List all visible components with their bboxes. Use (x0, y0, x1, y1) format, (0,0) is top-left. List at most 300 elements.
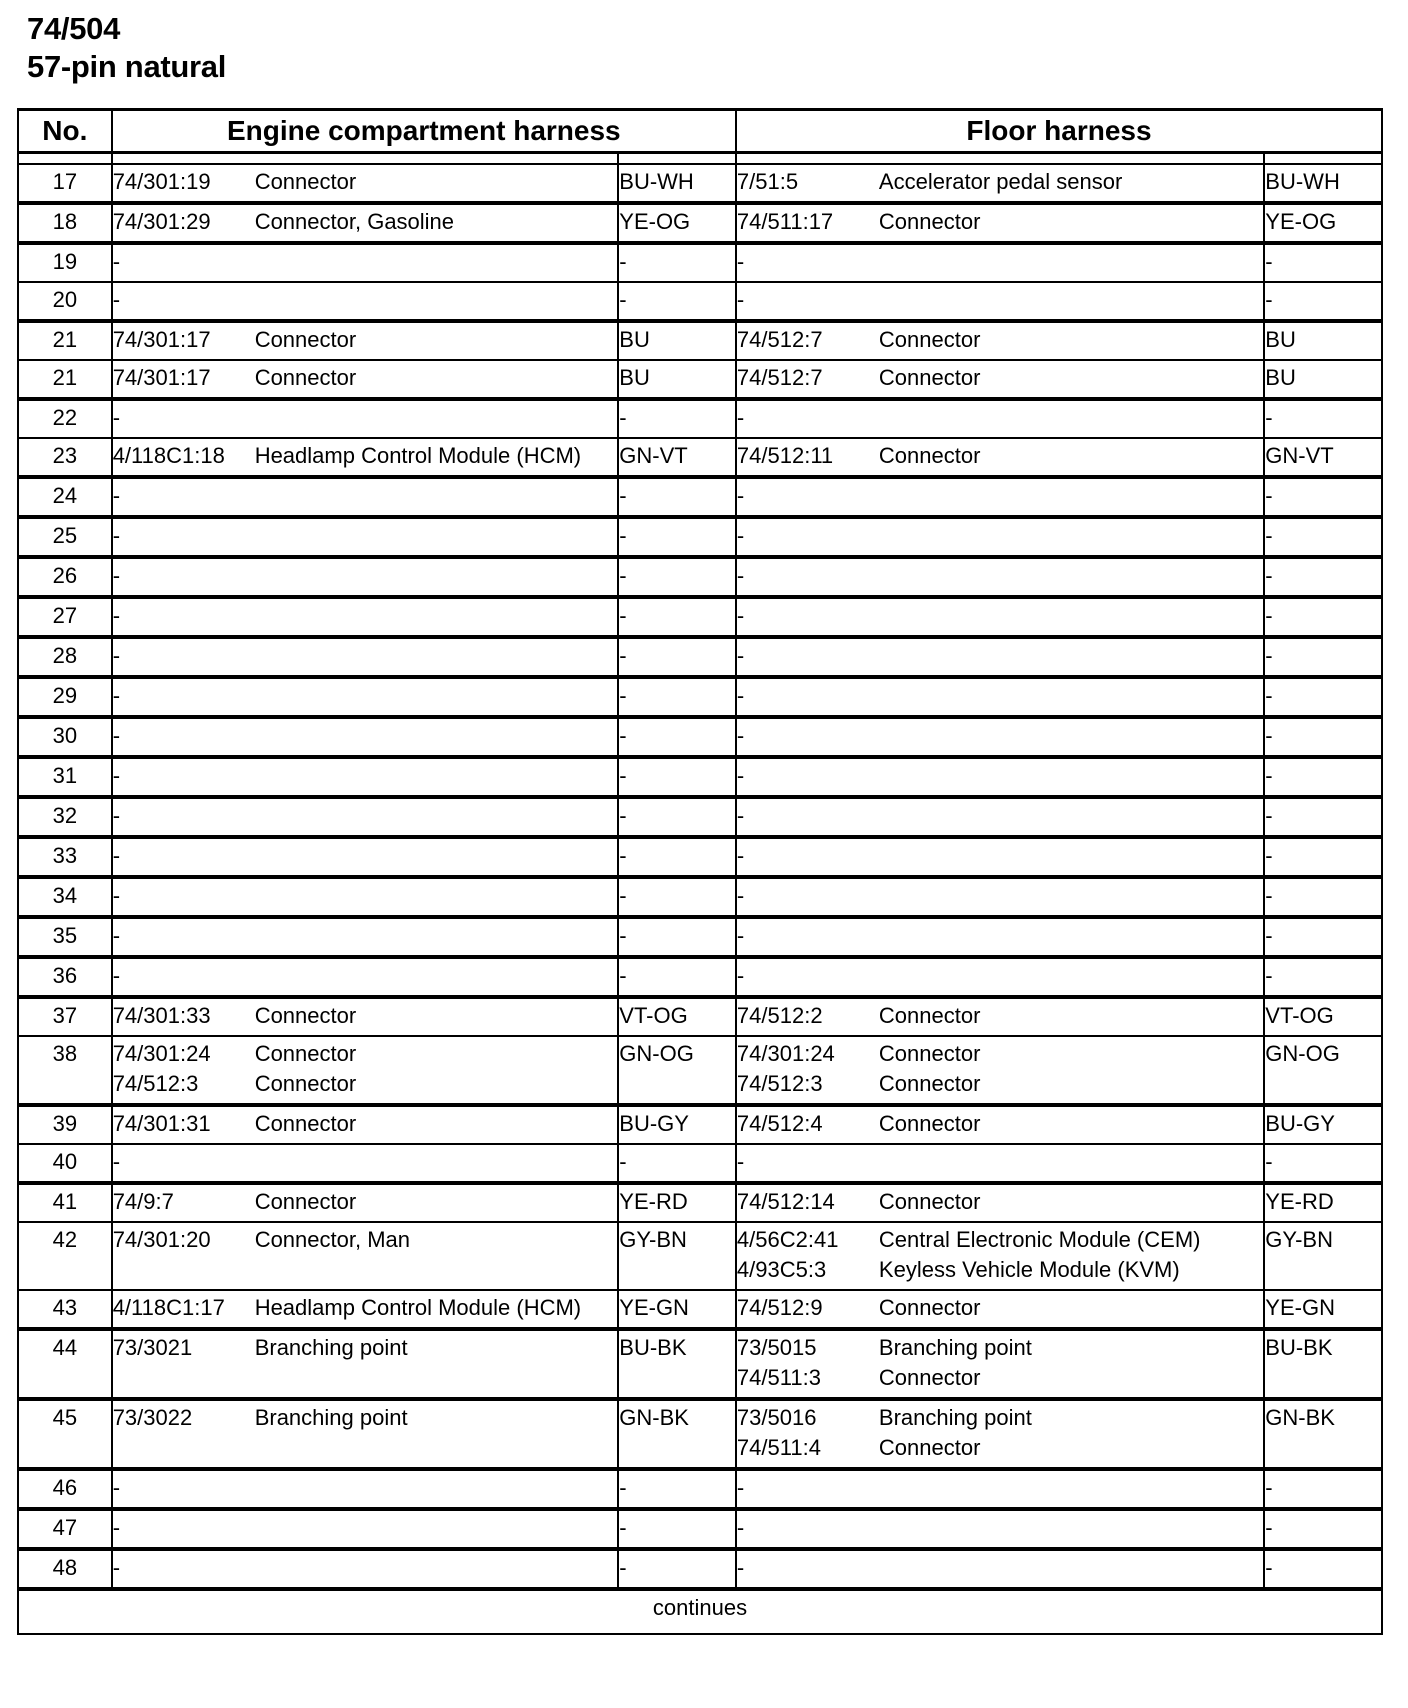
connection-description (879, 921, 1263, 951)
floor-harness-cell (736, 597, 1264, 637)
pin-number: 25 (18, 517, 112, 557)
floor-harness-cell (736, 557, 1264, 597)
pin-number: 48 (18, 1549, 112, 1589)
engine-harness-cell (112, 877, 619, 917)
engine-wire-color: GN-VT (618, 438, 736, 477)
connection-code: - (112, 883, 121, 908)
floor-wire-color: BU (1264, 360, 1382, 399)
connection-description (255, 1147, 618, 1177)
floor-harness-cell (736, 360, 1264, 399)
engine-harness-cell (112, 1399, 619, 1469)
connection-description (879, 801, 1263, 831)
engine-harness-cell (112, 321, 619, 360)
floor-wire-color: - (1264, 917, 1382, 957)
floor-wire-color: - (1264, 517, 1382, 557)
connection-code: - (112, 405, 121, 430)
floor-connection (737, 641, 1263, 671)
connection-code: - (112, 523, 121, 548)
connection-description: Connector (254, 365, 357, 390)
connection-description (879, 841, 1263, 871)
connection-description: Connector (878, 443, 981, 468)
floor-connection (737, 681, 1263, 711)
floor-wire-color: - (1264, 757, 1382, 797)
engine-connection (113, 881, 618, 911)
table-row (18, 597, 1382, 637)
pin-number: 39 (18, 1105, 112, 1144)
connection-code: 74/511:4 (736, 1435, 821, 1460)
connection-description (879, 961, 1263, 991)
connection-description (255, 1513, 618, 1543)
connection-code: 74/301:20 (112, 1227, 211, 1252)
floor-wire-color: - (1264, 677, 1382, 717)
connection-code: 74/512:7 (736, 365, 823, 390)
engine-harness-cell (112, 797, 619, 837)
engine-harness-cell (112, 282, 619, 321)
engine-wire-color: BU (618, 321, 736, 360)
table-row (18, 957, 1382, 997)
connection-description (255, 721, 618, 751)
connection-description (879, 521, 1263, 551)
floor-wire-color: GY-BN (1264, 1222, 1382, 1290)
connection-code: 74/512:7 (736, 327, 823, 352)
floor-wire-color: YE-RD (1264, 1183, 1382, 1222)
connection-code: 74/512:4 (736, 1111, 823, 1136)
engine-wire-color: - (618, 797, 736, 837)
connection-code: 74/512:11 (736, 443, 834, 468)
floor-harness-cell (736, 917, 1264, 957)
table-row (18, 717, 1382, 757)
pin-number: 34 (18, 877, 112, 917)
connection-description (879, 1513, 1263, 1543)
engine-harness-cell (112, 997, 619, 1036)
engine-harness-cell (112, 1036, 619, 1105)
connection-code: - (112, 287, 121, 312)
connection-code: - (112, 563, 121, 588)
floor-connection (737, 247, 1263, 277)
engine-wire-color: - (618, 837, 736, 877)
engine-harness-cell (112, 164, 619, 203)
floor-wire-color: - (1264, 837, 1382, 877)
floor-harness-cell (736, 717, 1264, 757)
floor-wire-color: - (1264, 797, 1382, 837)
pin-number: 27 (18, 597, 112, 637)
connection-code: - (112, 843, 121, 868)
header-separator (18, 153, 1382, 165)
floor-harness-cell (736, 837, 1264, 877)
engine-connection (113, 285, 618, 315)
pin-number: 47 (18, 1509, 112, 1549)
connection-code: - (112, 603, 121, 628)
engine-harness-cell (112, 360, 619, 399)
connection-code: - (736, 643, 745, 668)
connection-code: - (736, 523, 745, 548)
floor-harness-cell (736, 637, 1264, 677)
pin-number: 35 (18, 917, 112, 957)
connection-code: - (112, 249, 121, 274)
connection-description: Connector (254, 169, 357, 194)
connection-description: Connector, Man (254, 1227, 410, 1252)
engine-harness-cell (112, 477, 619, 517)
table-header-row (18, 110, 1382, 153)
floor-wire-color: - (1264, 243, 1382, 282)
pin-number: 42 (18, 1222, 112, 1290)
floor-connection (737, 1255, 1263, 1285)
floor-wire-color: BU-BK (1264, 1329, 1382, 1399)
engine-wire-color: - (618, 517, 736, 557)
engine-harness-cell (112, 243, 619, 282)
pin-number: 28 (18, 637, 112, 677)
table-row (18, 757, 1382, 797)
connection-description: Central Electronic Module (CEM) (878, 1227, 1201, 1252)
floor-harness-cell (736, 797, 1264, 837)
connection-code: - (736, 405, 745, 430)
floor-connection (737, 1473, 1263, 1503)
connection-description (255, 801, 618, 831)
connection-description: Connector (878, 1041, 981, 1066)
connection-code: 74/301:29 (112, 209, 211, 234)
table-row (18, 1144, 1382, 1183)
connection-description (255, 761, 618, 791)
connection-code: 74/512:2 (736, 1003, 823, 1028)
pin-number: 19 (18, 243, 112, 282)
connection-code: - (736, 1149, 745, 1174)
table-row (18, 203, 1382, 243)
connection-description (879, 561, 1263, 591)
engine-connection (113, 247, 618, 277)
connection-code: 73/5016 (736, 1405, 817, 1430)
connection-code: 7/51:5 (736, 169, 799, 194)
floor-connection (737, 561, 1263, 591)
connection-description: Connector (878, 1003, 981, 1028)
pin-number: 24 (18, 477, 112, 517)
floor-connection (737, 721, 1263, 751)
engine-connection (113, 601, 618, 631)
connection-description (255, 641, 618, 671)
connection-description (879, 641, 1263, 671)
connection-description (255, 961, 618, 991)
connection-description: Connector, Gasoline (254, 209, 455, 234)
engine-wire-color: BU (618, 360, 736, 399)
floor-connection (737, 961, 1263, 991)
table-row (18, 477, 1382, 517)
pin-number: 22 (18, 399, 112, 438)
table-body (18, 164, 1382, 1589)
floor-connection (737, 167, 1263, 197)
connection-code: - (736, 843, 745, 868)
engine-connection (113, 441, 618, 471)
engine-harness-cell (112, 837, 619, 877)
engine-wire-color: GN-BK (618, 1399, 736, 1469)
engine-wire-color: YE-RD (618, 1183, 736, 1222)
table-row (18, 557, 1382, 597)
pin-number: 44 (18, 1329, 112, 1399)
floor-harness-cell (736, 321, 1264, 360)
connection-code: - (112, 763, 121, 788)
engine-harness-cell (112, 957, 619, 997)
engine-connection (113, 681, 618, 711)
floor-harness-cell (736, 1469, 1264, 1509)
engine-harness-cell (112, 1549, 619, 1589)
connection-description: Branching point (878, 1405, 1032, 1430)
table-row (18, 282, 1382, 321)
pin-number: 38 (18, 1036, 112, 1105)
floor-harness-cell (736, 399, 1264, 438)
floor-harness-cell (736, 517, 1264, 557)
floor-connection (737, 881, 1263, 911)
engine-wire-color: VT-OG (618, 997, 736, 1036)
floor-harness-cell (736, 203, 1264, 243)
connection-code: 4/56C2:41 (736, 1227, 839, 1252)
connection-description (879, 247, 1263, 277)
engine-harness-cell (112, 1509, 619, 1549)
floor-connection (737, 363, 1263, 393)
connection-code: 4/118C1:18 (112, 443, 225, 468)
floor-harness-cell (736, 1036, 1264, 1105)
connection-description (879, 681, 1263, 711)
connection-code: - (112, 683, 121, 708)
floor-wire-color: - (1264, 877, 1382, 917)
engine-harness-cell (112, 557, 619, 597)
floor-connection (737, 841, 1263, 871)
connection-description (879, 481, 1263, 511)
floor-wire-color: GN-VT (1264, 438, 1382, 477)
engine-harness-cell (112, 637, 619, 677)
connection-description: Keyless Vehicle Module (KVM) (878, 1257, 1180, 1282)
engine-wire-color: GN-OG (618, 1036, 736, 1105)
engine-harness-cell (112, 717, 619, 757)
connection-code: 74/512:14 (736, 1189, 835, 1214)
header-no: No. (18, 110, 112, 153)
engine-connection (113, 1403, 618, 1433)
connection-code: 74/301:17 (112, 327, 211, 352)
engine-wire-color: - (618, 717, 736, 757)
engine-wire-color: GY-BN (618, 1222, 736, 1290)
connection-code: 74/301:24 (736, 1041, 835, 1066)
floor-wire-color: - (1264, 282, 1382, 321)
connection-description: Branching point (254, 1405, 408, 1430)
floor-harness-cell (736, 1222, 1264, 1290)
engine-wire-color: - (618, 917, 736, 957)
engine-harness-cell (112, 438, 619, 477)
title-block (27, 10, 226, 86)
engine-connection (113, 1293, 618, 1323)
table-row (18, 438, 1382, 477)
pin-number: 41 (18, 1183, 112, 1222)
engine-harness-cell (112, 597, 619, 637)
table-row (18, 1183, 1382, 1222)
table-row (18, 637, 1382, 677)
floor-harness-cell (736, 1329, 1264, 1399)
floor-connection (737, 1001, 1263, 1031)
engine-wire-color: - (618, 957, 736, 997)
table-row (18, 321, 1382, 360)
table-row (18, 1549, 1382, 1589)
floor-connection (737, 1293, 1263, 1323)
connection-description (255, 285, 618, 315)
floor-wire-color: - (1264, 557, 1382, 597)
floor-wire-color: YE-OG (1264, 203, 1382, 243)
connection-code: - (736, 483, 745, 508)
connection-description: Branching point (254, 1335, 408, 1360)
engine-connection (113, 1187, 618, 1217)
connection-code: - (112, 723, 121, 748)
floor-harness-cell (736, 1509, 1264, 1549)
floor-wire-color: BU-WH (1264, 164, 1382, 203)
pin-assignment-table (17, 108, 1383, 1635)
floor-connection (737, 1553, 1263, 1583)
engine-harness-cell (112, 399, 619, 438)
pin-number: 23 (18, 438, 112, 477)
table-row (18, 243, 1382, 282)
floor-connection (737, 1187, 1263, 1217)
engine-harness-cell (112, 1144, 619, 1183)
engine-wire-color: - (618, 877, 736, 917)
engine-connection (113, 641, 618, 671)
floor-connection (737, 521, 1263, 551)
connection-description (879, 285, 1263, 315)
engine-connection (113, 1225, 618, 1255)
table-row (18, 1509, 1382, 1549)
connection-description (879, 601, 1263, 631)
connection-code: - (112, 483, 121, 508)
floor-connection (737, 1069, 1263, 1099)
engine-connection (113, 561, 618, 591)
connection-description (879, 1473, 1263, 1503)
floor-connection (737, 285, 1263, 315)
connection-code: 74/512:3 (736, 1071, 823, 1096)
floor-connection (737, 1433, 1263, 1463)
connection-description: Connector (878, 365, 981, 390)
connection-description (879, 403, 1263, 433)
engine-connection (113, 1473, 618, 1503)
floor-wire-color: - (1264, 399, 1382, 438)
floor-connection (737, 1109, 1263, 1139)
connection-code: 74/511:3 (736, 1365, 821, 1390)
connection-code: 74/512:9 (736, 1295, 823, 1320)
floor-harness-cell (736, 877, 1264, 917)
connection-code: - (736, 763, 745, 788)
floor-wire-color: - (1264, 1549, 1382, 1589)
engine-wire-color: - (618, 1144, 736, 1183)
floor-harness-cell (736, 757, 1264, 797)
connection-code: 74/301:17 (112, 365, 211, 390)
table-row (18, 1399, 1382, 1469)
connection-code: - (736, 603, 745, 628)
engine-wire-color: - (618, 677, 736, 717)
connection-description (879, 1553, 1263, 1583)
pin-number: 20 (18, 282, 112, 321)
engine-connection (113, 1553, 618, 1583)
connection-description: Connector (254, 1003, 357, 1028)
connection-description (255, 247, 618, 277)
table-row (18, 837, 1382, 877)
connection-description: Connector (878, 1071, 981, 1096)
floor-wire-color: BU-GY (1264, 1105, 1382, 1144)
connection-description: Connector (254, 1071, 357, 1096)
engine-wire-color: BU-WH (618, 164, 736, 203)
connection-description (879, 721, 1263, 751)
floor-wire-color: GN-OG (1264, 1036, 1382, 1105)
connector-description: 57-pin natural (27, 49, 227, 84)
engine-connection (113, 1513, 618, 1543)
floor-wire-color: - (1264, 1509, 1382, 1549)
floor-harness-cell (736, 1399, 1264, 1469)
connection-code: - (736, 1515, 745, 1540)
engine-connection (113, 801, 618, 831)
connection-code: 73/3022 (112, 1405, 193, 1430)
table-row (18, 997, 1382, 1036)
connection-code: 74/301:33 (112, 1003, 211, 1028)
floor-connection (737, 441, 1263, 471)
connection-code: 74/301:19 (112, 169, 211, 194)
connection-code: - (112, 803, 121, 828)
engine-wire-color: - (618, 399, 736, 438)
engine-wire-color: - (618, 757, 736, 797)
engine-connection (113, 1069, 618, 1099)
engine-harness-cell (112, 1329, 619, 1399)
engine-wire-color: - (618, 1469, 736, 1509)
floor-harness-cell (736, 997, 1264, 1036)
table-row (18, 677, 1382, 717)
pin-number: 21 (18, 321, 112, 360)
pin-number: 31 (18, 757, 112, 797)
connection-code: 4/118C1:17 (112, 1295, 225, 1320)
pin-number: 18 (18, 203, 112, 243)
engine-wire-color: BU-GY (618, 1105, 736, 1144)
floor-harness-cell (736, 438, 1264, 477)
table-row (18, 1469, 1382, 1509)
connection-description: Connector (254, 1189, 357, 1214)
connection-description: Connector (878, 1189, 981, 1214)
connection-code: - (736, 1475, 745, 1500)
table-footer-row (18, 1589, 1382, 1634)
floor-harness-cell (736, 477, 1264, 517)
floor-connection (737, 1147, 1263, 1177)
engine-wire-color: - (618, 557, 736, 597)
floor-connection (737, 1513, 1263, 1543)
connection-description: Connector (878, 1435, 981, 1460)
engine-connection (113, 481, 618, 511)
floor-wire-color: BU (1264, 321, 1382, 360)
table-row (18, 1329, 1382, 1399)
connection-code: - (736, 683, 745, 708)
engine-harness-cell (112, 517, 619, 557)
pin-number: 29 (18, 677, 112, 717)
engine-connection (113, 1109, 618, 1139)
engine-wire-color: - (618, 243, 736, 282)
connection-code: 74/9:7 (112, 1189, 174, 1214)
floor-harness-cell (736, 282, 1264, 321)
engine-wire-color: - (618, 1549, 736, 1589)
floor-wire-color: - (1264, 957, 1382, 997)
connection-code: - (736, 563, 745, 588)
floor-wire-color: - (1264, 637, 1382, 677)
connection-description (255, 521, 618, 551)
connection-code: - (736, 963, 745, 988)
engine-connection (113, 363, 618, 393)
floor-connection (737, 1333, 1263, 1363)
floor-harness-cell (736, 1549, 1264, 1589)
table-row (18, 877, 1382, 917)
connection-code: 74/512:3 (112, 1071, 199, 1096)
connection-code: - (112, 643, 121, 668)
engine-harness-cell (112, 203, 619, 243)
floor-connection (737, 601, 1263, 631)
continues-note: continues (18, 1589, 1382, 1634)
floor-connection (737, 1225, 1263, 1255)
floor-connection (737, 761, 1263, 791)
engine-connection (113, 521, 618, 551)
